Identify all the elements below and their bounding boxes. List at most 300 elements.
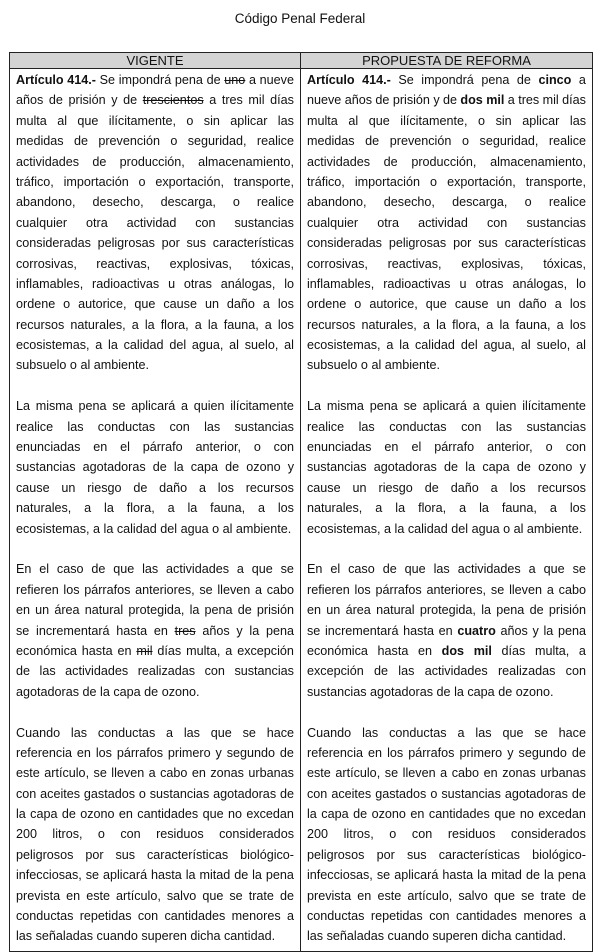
text: la xyxy=(100,684,110,699)
word xyxy=(377,865,390,885)
text: sustancias xyxy=(441,786,501,801)
text: cantidad. xyxy=(514,929,567,944)
word xyxy=(143,437,183,457)
text: natural xyxy=(84,603,124,618)
text-line xyxy=(16,926,294,946)
text: realice xyxy=(548,195,586,210)
text-line xyxy=(16,111,294,131)
text: repetidas xyxy=(370,909,423,924)
text: daño xyxy=(450,480,479,495)
text-line xyxy=(307,254,586,274)
text-line xyxy=(307,845,586,865)
text: daño xyxy=(226,297,255,312)
text-line xyxy=(16,335,294,355)
word xyxy=(307,522,381,536)
text-line xyxy=(307,559,586,579)
text: anterior, xyxy=(487,440,533,455)
text: a xyxy=(194,317,202,332)
text: que xyxy=(404,562,426,577)
word xyxy=(249,621,259,641)
word xyxy=(181,522,209,536)
text: realice xyxy=(256,134,294,149)
text: mitad xyxy=(491,868,522,883)
text: zonas xyxy=(210,766,244,781)
text: fauna, xyxy=(210,501,246,516)
word xyxy=(465,457,475,477)
text: de xyxy=(48,93,63,108)
text: pena xyxy=(496,603,525,618)
word xyxy=(155,172,224,192)
cell-vigente xyxy=(10,69,301,952)
text: al xyxy=(520,338,531,353)
text: ozono xyxy=(371,807,406,822)
word xyxy=(16,641,77,661)
text: la xyxy=(543,623,554,638)
word xyxy=(525,192,532,212)
text: del xyxy=(169,338,187,353)
word xyxy=(411,437,421,457)
text: hasta xyxy=(81,643,113,658)
text: importación xyxy=(354,174,420,189)
word xyxy=(186,641,220,661)
word xyxy=(278,498,294,518)
word xyxy=(519,743,567,763)
word xyxy=(284,274,294,294)
word xyxy=(91,559,105,579)
word xyxy=(108,335,118,355)
word xyxy=(385,358,440,372)
text: ecosistemas, xyxy=(16,338,90,353)
text: ozono xyxy=(80,807,115,822)
text: a xyxy=(93,521,101,536)
text: agua, xyxy=(191,338,224,353)
text: a xyxy=(386,338,394,353)
text: quien xyxy=(485,399,517,414)
text-line xyxy=(16,90,294,110)
word xyxy=(86,865,99,885)
word xyxy=(398,661,414,681)
word xyxy=(115,845,135,865)
text: misma xyxy=(326,399,364,414)
word xyxy=(187,498,197,518)
text: cabo xyxy=(451,766,480,781)
word xyxy=(330,559,340,579)
word xyxy=(16,358,66,372)
word xyxy=(227,743,275,763)
text: este xyxy=(16,766,40,781)
text: agotadoras xyxy=(16,684,80,699)
word xyxy=(175,621,196,641)
text: años xyxy=(344,93,373,108)
word xyxy=(453,233,471,253)
word xyxy=(546,437,553,457)
text: características xyxy=(438,847,520,862)
text: pena xyxy=(481,73,510,87)
word xyxy=(221,274,276,294)
word xyxy=(434,559,450,579)
word xyxy=(16,784,36,804)
word xyxy=(379,478,413,498)
text: seguridad, xyxy=(479,134,539,149)
text: tres xyxy=(518,93,540,108)
text: los xyxy=(277,317,294,332)
word xyxy=(496,600,524,620)
text: a xyxy=(578,73,586,87)
word xyxy=(16,315,64,335)
word xyxy=(144,685,158,699)
word xyxy=(149,763,156,783)
word xyxy=(558,865,586,885)
bold-text: 414.- xyxy=(67,73,96,87)
word xyxy=(85,600,124,620)
text: anteriores, xyxy=(135,582,195,597)
text: pena xyxy=(557,623,586,638)
header-propuesta-de-reforma: PROPUESTA DE REFORMA xyxy=(301,53,593,69)
word xyxy=(16,192,76,212)
word xyxy=(70,358,77,372)
text-line xyxy=(307,315,586,335)
text: lo xyxy=(576,276,586,291)
text: del xyxy=(451,521,469,536)
word xyxy=(321,804,348,824)
word xyxy=(394,865,438,885)
word xyxy=(486,90,504,110)
text: de xyxy=(133,480,148,495)
paragraph xyxy=(16,70,294,376)
word xyxy=(238,600,252,620)
text: al xyxy=(513,521,524,536)
text: 200 xyxy=(16,827,38,842)
word xyxy=(498,685,512,699)
word xyxy=(538,70,571,90)
text-line xyxy=(307,784,586,804)
word xyxy=(203,804,224,824)
text: de xyxy=(234,868,249,883)
word xyxy=(452,763,479,783)
text-line xyxy=(16,355,294,375)
text: La xyxy=(16,399,31,414)
text: con xyxy=(487,215,508,230)
word xyxy=(199,478,206,498)
word xyxy=(280,886,294,906)
text: agua xyxy=(471,521,500,536)
text: un xyxy=(35,603,50,618)
word xyxy=(142,559,158,579)
word xyxy=(16,559,31,579)
word xyxy=(512,274,567,294)
text: las xyxy=(204,419,221,434)
text: análogas, xyxy=(220,276,276,291)
word xyxy=(572,886,586,906)
text: o xyxy=(97,827,105,842)
word xyxy=(461,417,481,437)
text: aceites xyxy=(40,786,81,801)
text: calidad xyxy=(415,338,455,353)
text: La xyxy=(307,399,322,414)
text: o xyxy=(360,358,368,373)
text: a xyxy=(167,501,175,516)
text: conductas xyxy=(389,725,447,740)
word xyxy=(532,621,538,641)
text: trate xyxy=(540,888,566,903)
text: almacenamiento, xyxy=(490,154,586,169)
text: ecosistemas, xyxy=(307,338,381,353)
text: Cuando xyxy=(307,725,352,740)
word xyxy=(526,172,586,192)
text: se xyxy=(85,868,100,883)
text: capa xyxy=(190,460,219,475)
word xyxy=(123,90,137,110)
word xyxy=(266,621,294,641)
word xyxy=(169,335,186,355)
word xyxy=(497,294,511,314)
text: mil xyxy=(248,93,265,108)
struck-text: trescientos xyxy=(142,93,204,108)
text: residuos xyxy=(156,827,204,842)
text: no xyxy=(519,807,534,822)
text: sus xyxy=(115,847,136,862)
word xyxy=(580,457,586,477)
text: o xyxy=(461,134,469,149)
text: la xyxy=(207,317,218,332)
word xyxy=(520,804,534,824)
word xyxy=(39,559,49,579)
text-line xyxy=(16,600,294,620)
text: caso xyxy=(56,562,84,577)
text: al xyxy=(229,338,239,353)
text: de xyxy=(443,93,458,108)
word xyxy=(278,315,294,335)
word xyxy=(80,358,90,372)
word xyxy=(378,641,409,661)
word xyxy=(154,621,168,641)
word xyxy=(456,906,517,926)
text: de xyxy=(436,684,451,699)
text: ordene xyxy=(16,297,56,312)
text: recursos xyxy=(245,480,294,495)
text: en xyxy=(384,440,399,455)
text: características xyxy=(504,236,586,251)
text: corrosivas, xyxy=(16,256,77,271)
word xyxy=(100,685,110,699)
text: cabo xyxy=(558,582,586,597)
word xyxy=(544,559,565,579)
text: se xyxy=(199,582,213,597)
word xyxy=(54,600,79,620)
text: capa xyxy=(321,807,349,822)
word xyxy=(327,929,384,943)
word xyxy=(229,886,242,906)
text: realice xyxy=(256,195,294,210)
text: a xyxy=(254,582,262,597)
word xyxy=(362,70,391,90)
text: agotadoras xyxy=(82,460,146,475)
text: refieren xyxy=(16,582,59,597)
text: zonas xyxy=(502,766,536,781)
word xyxy=(472,522,500,536)
text: y xyxy=(111,93,118,108)
text: al xyxy=(57,113,67,128)
word xyxy=(205,661,225,681)
word xyxy=(16,498,71,518)
text-line xyxy=(16,233,294,253)
paragraph xyxy=(16,559,294,702)
text: la xyxy=(436,317,446,332)
text-line xyxy=(307,743,586,763)
word xyxy=(486,315,493,335)
word xyxy=(191,457,218,477)
text: peligrosos xyxy=(307,847,365,862)
word xyxy=(210,498,245,518)
word xyxy=(218,478,234,498)
text: se xyxy=(280,562,294,577)
word xyxy=(430,172,437,192)
text: de xyxy=(382,562,397,577)
word xyxy=(63,294,70,314)
text: seguridad, xyxy=(187,134,247,149)
bold-text: cuatro xyxy=(457,623,496,638)
word xyxy=(371,906,423,926)
text: caso xyxy=(348,562,375,577)
text-line xyxy=(16,559,294,579)
text: la xyxy=(173,460,184,475)
word xyxy=(516,685,554,699)
word xyxy=(16,335,90,355)
word xyxy=(67,417,83,437)
text-line xyxy=(16,763,294,783)
word xyxy=(195,437,241,457)
text: se xyxy=(384,766,399,781)
word xyxy=(113,559,134,579)
text-line xyxy=(307,152,586,172)
text: párrafos xyxy=(84,582,131,597)
word xyxy=(109,111,176,131)
word xyxy=(16,580,59,600)
text: cause xyxy=(163,297,197,312)
word xyxy=(376,600,415,620)
text: naturales, xyxy=(361,317,417,332)
text: actividad xyxy=(126,215,177,230)
word xyxy=(116,621,147,641)
text: o xyxy=(170,134,178,149)
text: aplicará xyxy=(131,399,176,414)
word xyxy=(570,315,586,335)
text: análogas, xyxy=(512,276,568,291)
word xyxy=(377,213,399,233)
text: los xyxy=(217,480,234,495)
word xyxy=(16,929,32,943)
text-line xyxy=(16,498,294,518)
text: ambiente. xyxy=(526,521,583,536)
text: en xyxy=(368,745,383,760)
text: las xyxy=(398,664,415,679)
word xyxy=(112,396,125,416)
text: nueve xyxy=(259,73,294,87)
text: en xyxy=(153,623,168,638)
word xyxy=(452,192,507,212)
text: sus xyxy=(478,236,498,251)
text-line xyxy=(16,131,294,151)
word xyxy=(462,131,469,151)
text: refieren xyxy=(307,582,350,597)
text: con xyxy=(16,786,37,801)
text: el xyxy=(120,440,130,455)
word xyxy=(509,580,542,600)
word xyxy=(479,498,489,518)
word xyxy=(357,886,371,906)
text: descarga, xyxy=(160,195,216,210)
word xyxy=(230,111,267,131)
text: artículo, xyxy=(44,766,90,781)
word xyxy=(266,865,294,885)
text: anteriores, xyxy=(426,582,487,597)
text: urbanas xyxy=(248,766,294,781)
word xyxy=(224,929,275,943)
word xyxy=(440,763,447,783)
word xyxy=(307,743,363,763)
text: ozono. xyxy=(515,684,554,699)
word xyxy=(348,559,375,579)
header-vigente: VIGENTE xyxy=(10,53,301,69)
word xyxy=(163,294,197,314)
text: cause xyxy=(16,480,50,495)
word xyxy=(307,315,355,335)
text-line xyxy=(16,519,294,539)
text: y xyxy=(579,460,586,475)
word xyxy=(579,906,586,926)
word xyxy=(400,111,467,131)
word xyxy=(82,641,113,661)
text: a xyxy=(181,399,189,414)
text: consideradas xyxy=(307,236,382,251)
word xyxy=(498,661,555,681)
text: de xyxy=(571,786,586,801)
text: transporte, xyxy=(233,174,294,189)
word xyxy=(467,685,494,699)
word xyxy=(494,804,515,824)
bold-text: cinco xyxy=(538,73,572,87)
text: al xyxy=(222,521,233,536)
paragraph xyxy=(16,723,294,947)
text: a xyxy=(507,93,515,108)
word xyxy=(236,621,242,641)
word xyxy=(281,559,294,579)
word xyxy=(49,90,63,110)
word xyxy=(517,457,531,477)
word xyxy=(16,886,60,906)
text: a xyxy=(546,582,554,597)
text: y xyxy=(433,93,440,108)
word xyxy=(168,743,211,763)
word xyxy=(418,641,432,661)
text: cantidades xyxy=(456,909,517,924)
word xyxy=(384,437,398,457)
text: un xyxy=(204,297,219,312)
text: explosivas, xyxy=(169,256,232,271)
word xyxy=(537,335,571,355)
word xyxy=(36,929,93,943)
word xyxy=(186,111,193,131)
word xyxy=(270,90,294,110)
text: tres xyxy=(221,93,243,108)
text: sustancias xyxy=(234,215,294,230)
word xyxy=(458,886,487,906)
word xyxy=(307,845,364,865)
word xyxy=(36,621,110,641)
word xyxy=(287,906,294,926)
text: En xyxy=(16,562,32,577)
word xyxy=(486,396,517,416)
